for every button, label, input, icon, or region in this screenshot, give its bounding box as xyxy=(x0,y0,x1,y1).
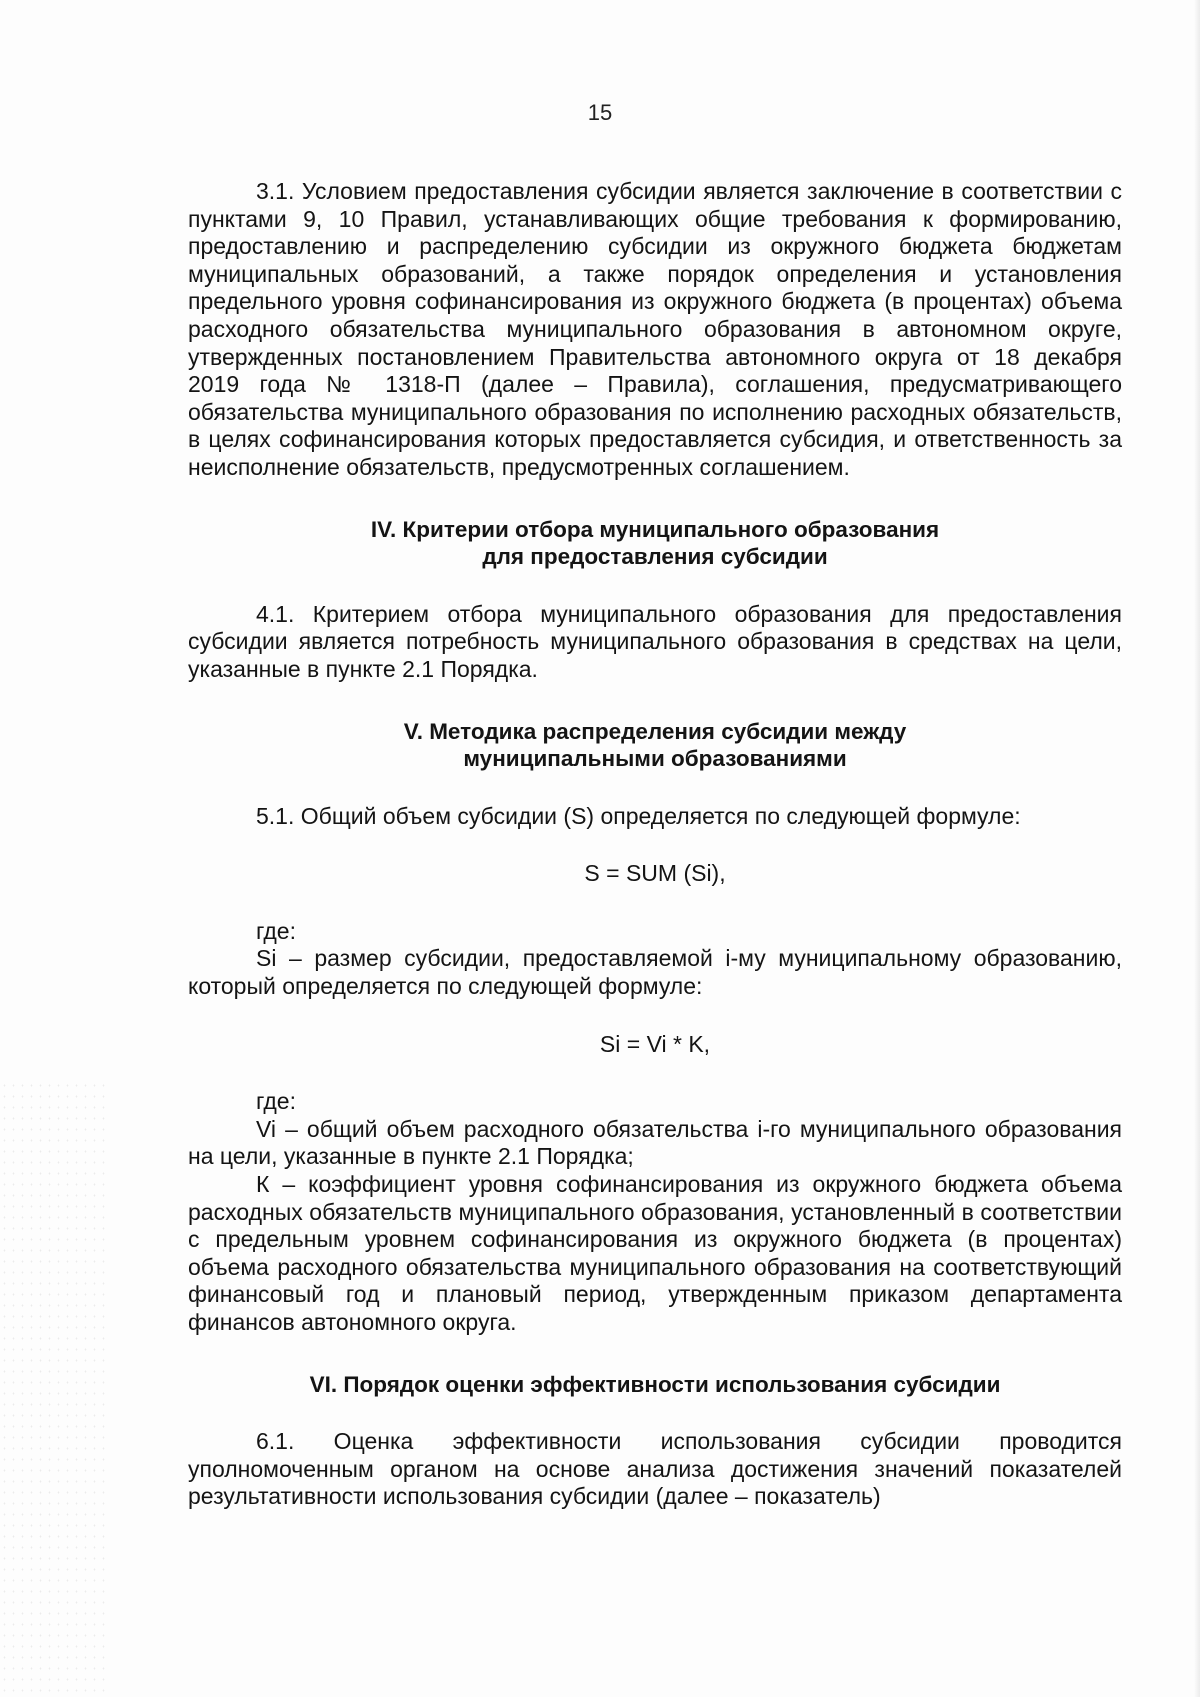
where-label-2: где: xyxy=(256,1088,296,1115)
paragraph-3-1: 3.1. Условием предоставления субсидии является заключение в соответствии с пунктами 9, 10 Правил, устанавливающих общие требования к формированию, предоставлению и распределению субсидии из окружного бюджета бюджетам муниципальных образований, а также порядок определения и установления предельного уровня софинансирования из окружного бюджета (в процентах) объема расходного обязательства муниципального образования в автономном округе, утвержденных постановлением Правительства автономного округа от 18 декабря 2019 года № 1318-П (далее – Правила), соглашения, предусматривающего обязательства муниципального образования по исполнению расходных обязательств, в целях софинансирования которых предоставляется субсидия, и ответственность за неисполнение обязательств, предусмотренных соглашением. xyxy=(188,178,1122,480)
page-number: 15 xyxy=(587,100,613,125)
paragraph-6-1: 6.1. Оценка эффективности использования субсидии проводится уполномоченным органом на основе анализа достижения значений показателей результативности использования субсидии (далее – показатель) xyxy=(188,1428,1122,1510)
formula-si: Si = Vi * K, xyxy=(599,1030,711,1057)
section-heading-v-line1: V. Методика распределения субсидии между xyxy=(403,718,907,744)
section-heading-v-line2: муниципальными образованиями xyxy=(463,746,847,772)
paragraph-4-1: 4.1. Критерием отбора муниципального образования для предоставления субсидии является потребность муниципального образования в средствах на цели, указанные в пункте 2.1 Порядка. xyxy=(188,600,1122,682)
document-body xyxy=(188,178,1122,1511)
section-heading-iv-line1: IV. Критерии отбора муниципального образования xyxy=(370,516,940,542)
section-heading-iv-line2: для предоставления субсидии xyxy=(482,544,828,570)
where-label-1: где: xyxy=(256,917,296,944)
section-heading-vi: VI. Порядок оценки эффективности использования субсидии xyxy=(309,1371,1001,1397)
paragraph-5-1: 5.1. Общий объем субсидии (S) определяется по следующей формуле: xyxy=(256,802,1021,829)
formula-total-subsidy: S = SUM (Si), xyxy=(584,860,726,887)
definition-vi: Vi – общий объем расходного обязательства i-го муниципального образования на цели, указанные в пункте 2.1 Порядка; xyxy=(188,1115,1122,1170)
scan-edge xyxy=(1194,0,1200,1697)
scan-noise xyxy=(0,1080,110,1697)
definition-k: К – коэффициент уровня софинансирования из окружного бюджета объема расходных обязательств муниципального образования, установленный в соответствии с предельным уровнем софинансирования из окружного бюджета (в процентах) объема расходного обязательства муниципального образования на соответствующий финансовый год и плановый период, утвержденным приказом департамента финансов автономного округа. xyxy=(188,1171,1122,1335)
definition-si: Si – размер субсидии, предоставляемой i-му муниципальному образованию, который определяется по следующей формуле: xyxy=(188,945,1122,1000)
